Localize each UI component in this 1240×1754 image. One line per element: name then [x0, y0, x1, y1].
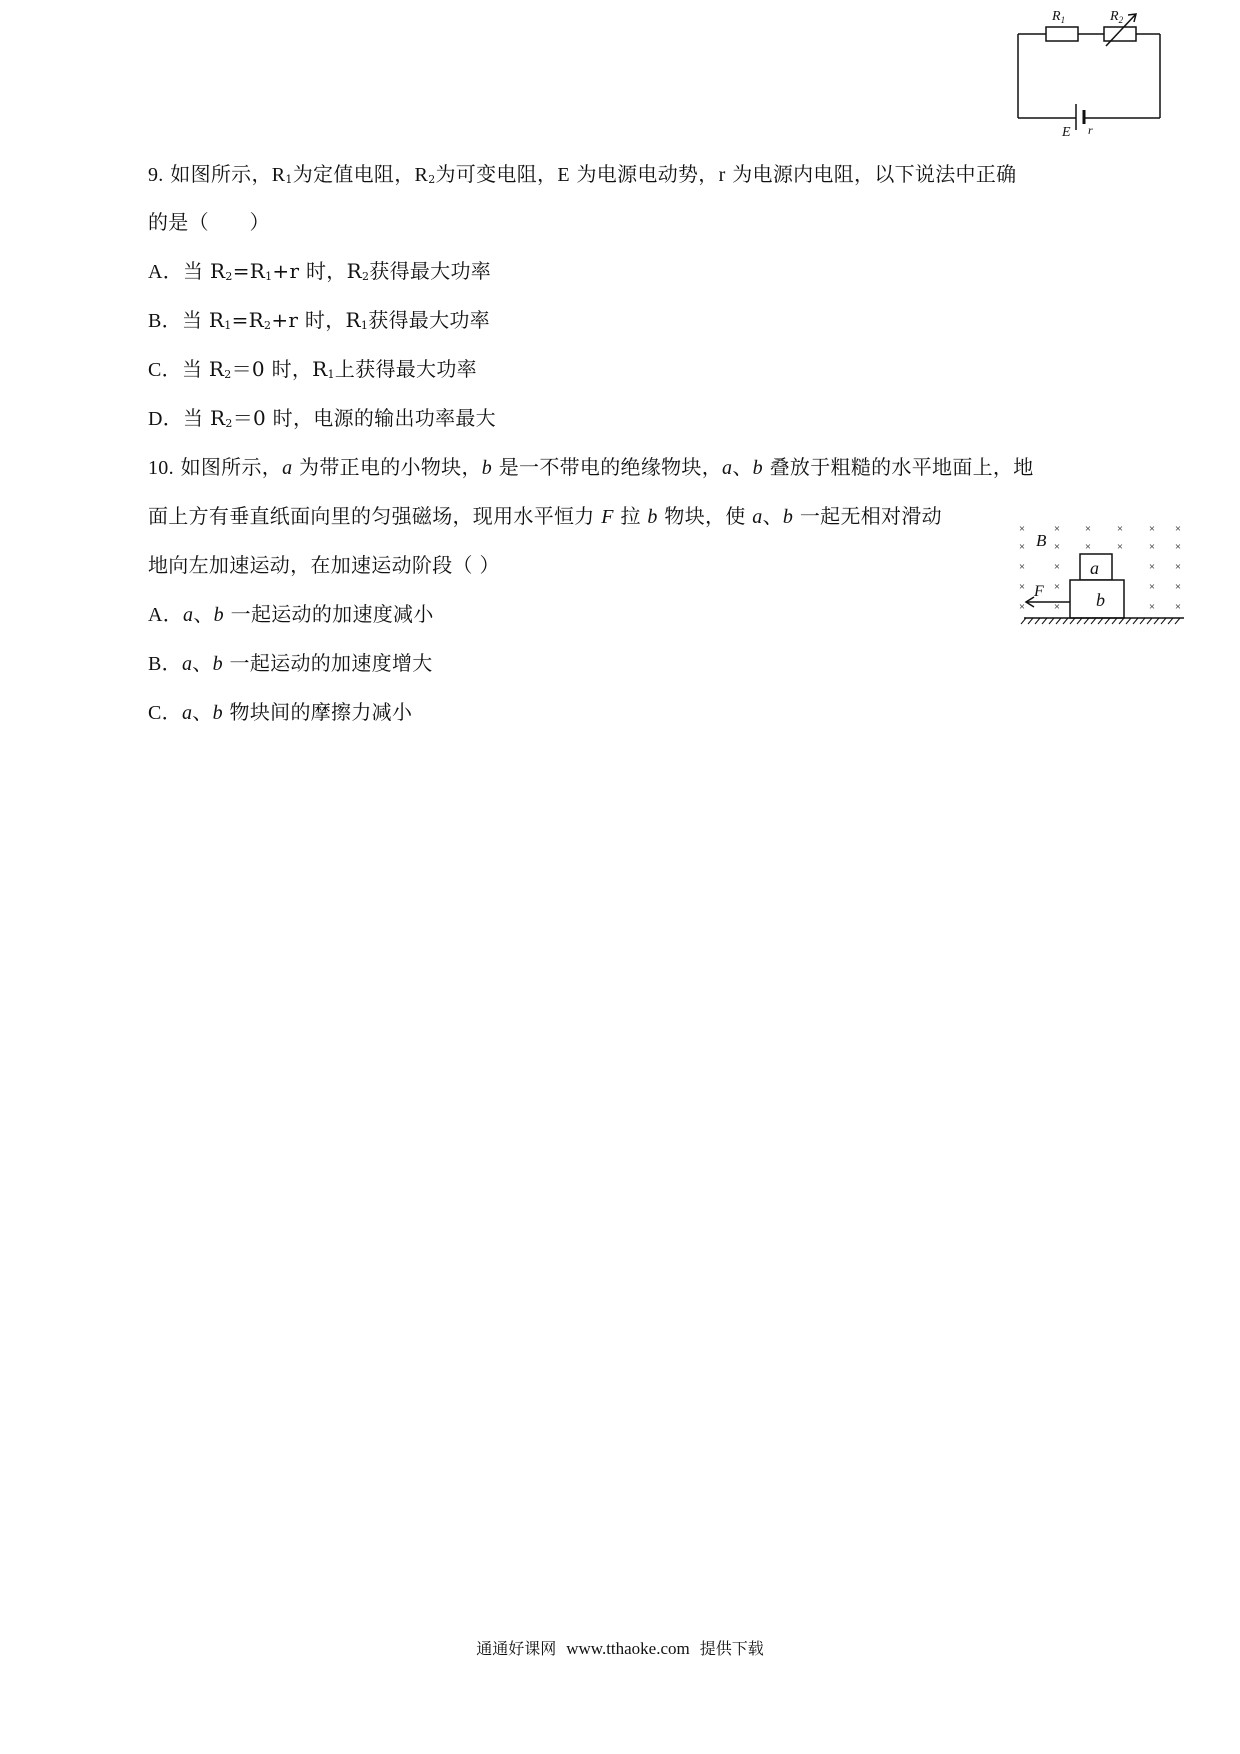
label-e: E	[1062, 125, 1071, 140]
ground-hatch	[1077, 618, 1082, 624]
q9-option-d: D．当 $R_2=0$ 时，电源的输出功率最大	[148, 406, 496, 430]
q10-stem: 10. 如图所示，a 为带正电的小物块，b 是一不带电的绝缘物块，a、b 叠放于粗糙的水平地面上，地	[148, 455, 1034, 479]
field-cross: ×	[1174, 581, 1182, 593]
q10-option-b: B．a、b 一起运动的加速度增大	[148, 651, 433, 675]
ground-hatch	[1119, 618, 1124, 624]
field-cross: ×	[1148, 581, 1156, 593]
field-cross: ×	[1053, 541, 1061, 553]
footer-note: 提供下载	[699, 1639, 764, 1658]
label-a: a	[1090, 558, 1099, 578]
field-cross: ×	[1018, 581, 1026, 593]
field-cross: ×	[1053, 601, 1061, 613]
field-cross: ×	[1148, 541, 1156, 553]
ground-hatch	[1070, 618, 1075, 624]
page-footer	[0, 1636, 1240, 1659]
label-r: r	[1088, 123, 1093, 137]
ground-hatch	[1175, 618, 1180, 624]
resistor-r2	[1104, 27, 1136, 41]
circuit-diagram	[1010, 0, 1180, 140]
field-cross: ×	[1053, 581, 1061, 593]
resistor-r1	[1046, 27, 1078, 41]
field-cross: ×	[1148, 523, 1156, 535]
ground-hatch	[1098, 618, 1103, 624]
ground-hatch	[1147, 618, 1152, 624]
label-b-field: B	[1036, 531, 1047, 550]
field-cross: ×	[1053, 523, 1061, 535]
q10-option-c: C．a、b 物块间的摩擦力减小	[148, 700, 413, 724]
ground-hatch	[1035, 618, 1040, 624]
field-cross: ×	[1116, 523, 1124, 535]
field-cross: ×	[1018, 601, 1026, 613]
q10-stem-line3: 地向左加速运动，在加速运动阶段（ ）	[148, 553, 500, 577]
field-cross: ×	[1174, 601, 1182, 613]
label-r1: $R_1$	[1052, 9, 1066, 25]
ground-hatch	[1021, 618, 1026, 624]
field-cross: ×	[1174, 523, 1182, 535]
field-cross: ×	[1018, 523, 1026, 535]
field-cross: ×	[1084, 541, 1092, 553]
ground-hatch	[1049, 618, 1054, 624]
ground-hatch	[1042, 618, 1047, 624]
field-cross: ×	[1174, 541, 1182, 553]
ground-hatch	[1133, 618, 1138, 624]
ground-hatch	[1112, 618, 1117, 624]
ground-hatch	[1056, 618, 1061, 624]
field-cross: ×	[1148, 561, 1156, 573]
ground-hatch	[1084, 618, 1089, 624]
label-r2: $R_2$	[1110, 9, 1124, 25]
footer-site-name: 通通好课网	[476, 1639, 557, 1658]
field-cross: ×	[1018, 561, 1026, 573]
q9-option-c: C．当 $R_2=0$ 时，$R_1$上获得最大功率	[148, 357, 477, 381]
field-cross: ×	[1053, 561, 1061, 573]
magnetic-field-diagram	[1012, 520, 1187, 630]
ground-hatch	[1063, 618, 1068, 624]
q9-option-b: B．当 $R_1=R_2+r$ 时，$R_1$获得最大功率	[148, 308, 490, 332]
q10-stem-line2: 面上方有垂直纸面向里的匀强磁场，现用水平恒力 F 拉 b 物块，使 a、b 一起无相对滑动	[148, 504, 942, 528]
field-cross: ×	[1084, 523, 1092, 535]
ground-hatch	[1091, 618, 1096, 624]
ground-hatch	[1140, 618, 1145, 624]
ground-hatch	[1168, 618, 1173, 624]
field-cross: ×	[1018, 541, 1026, 553]
ground-hatch	[1161, 618, 1166, 624]
ground-hatch	[1105, 618, 1110, 624]
q9-stem-line2: 的是（ ）	[148, 210, 270, 234]
ground-hatch	[1126, 618, 1131, 624]
q10-option-a: A．a、b 一起运动的加速度减小	[148, 602, 434, 626]
ground-hatch	[1028, 618, 1033, 624]
field-cross: ×	[1148, 601, 1156, 613]
label-f: F	[1034, 583, 1044, 600]
footer-url[interactable]: www.tthaoke.com	[566, 1639, 690, 1658]
q9-stem: 9. 如图所示，$R_1$为定值电阻，$R_2$为可变电阻，E 为电源电动势，r 为电源内电阻，以下说法中正确	[148, 162, 1017, 186]
ground-hatch	[1154, 618, 1159, 624]
field-cross: ×	[1174, 561, 1182, 573]
field-cross: ×	[1116, 541, 1124, 553]
q9-option-a: A．当 $R_2=R_1+r$ 时，$R_2$获得最大功率	[148, 259, 492, 283]
label-b: b	[1096, 590, 1105, 610]
